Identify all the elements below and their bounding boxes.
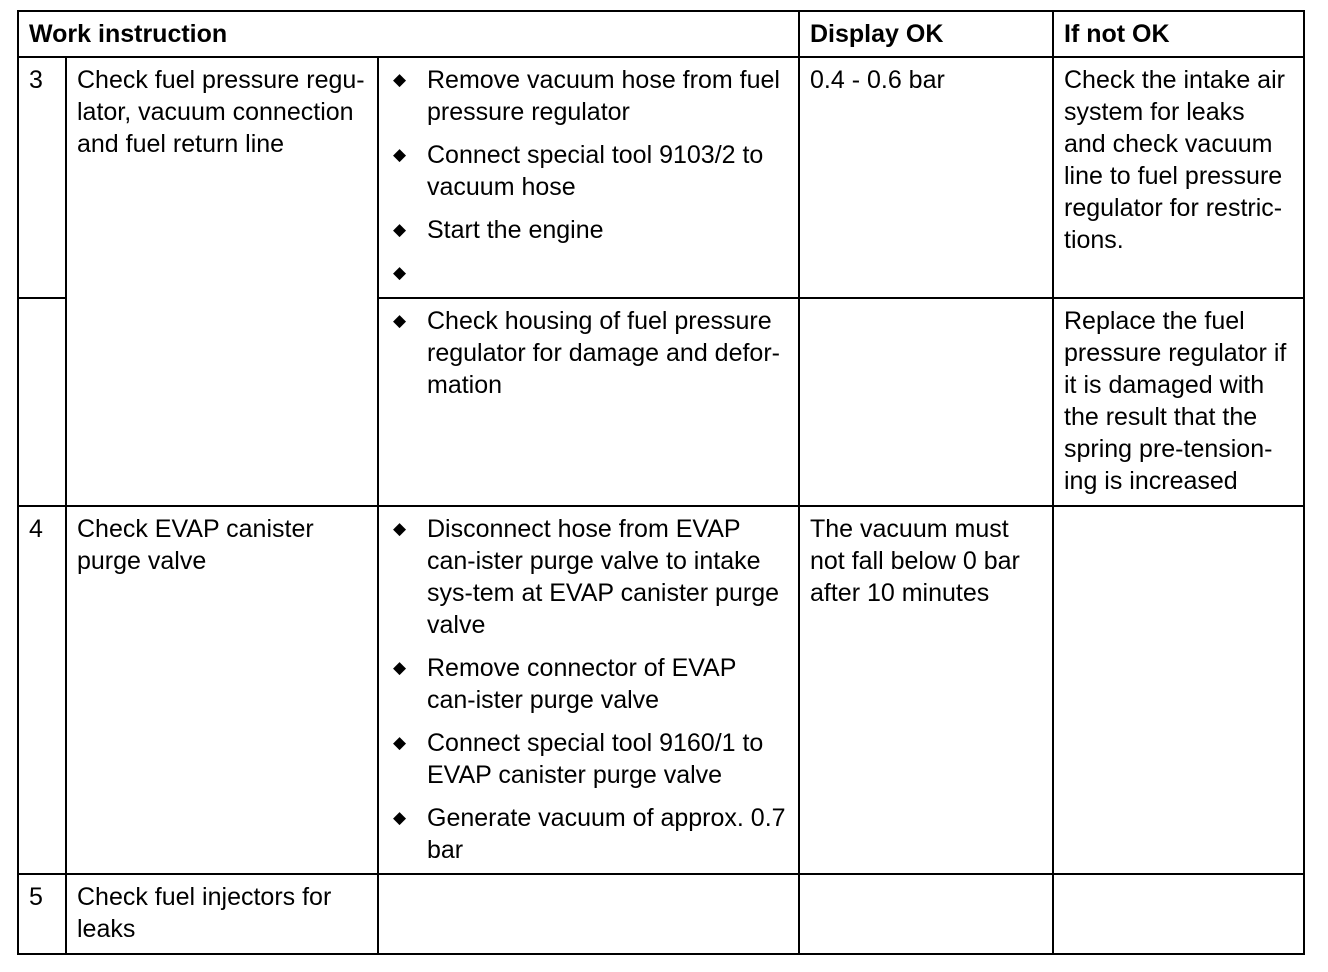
- step-text: Connect special tool 9103/2 to vacuum hose: [427, 141, 764, 201]
- steps-cell-5: [378, 874, 799, 954]
- display-ok-5: [799, 874, 1053, 954]
- list-item: [389, 727, 788, 791]
- display-ok-4: The vacuum must not fall below 0 bar after 10 minutes: [799, 506, 1053, 874]
- if-not-ok-5: [1053, 874, 1304, 954]
- list-item: [389, 513, 788, 641]
- diamond-bullet-icon: ◆: [393, 658, 407, 677]
- list-item: [389, 652, 788, 716]
- diamond-bullet-icon: ◆: [393, 70, 407, 89]
- if-not-ok-3b: Replace the fuel pressure regulator if it is damaged with the result that the spring pre-tension-ing is increased: [1053, 298, 1304, 506]
- step-number-5: 5: [18, 874, 66, 954]
- step-text: Disconnect hose from EVAP can-ister purge valve to intake sys-tem at EVAP canister purge valve: [427, 515, 780, 639]
- diamond-bullet-icon: ◆: [393, 519, 407, 538]
- steps-cell-4: [378, 506, 799, 874]
- task-cell-5: Check fuel injectors for leaks: [66, 874, 378, 954]
- step-text: Generate vacuum of approx. 0.7 bar: [427, 804, 786, 864]
- display-ok-3b: [799, 298, 1053, 506]
- diamond-bullet-icon: ◆: [393, 733, 407, 752]
- header-display-ok: Display OK: [799, 11, 1053, 57]
- header-work-instruction: Work instruction: [18, 11, 799, 57]
- list-item: [389, 214, 788, 246]
- display-ok-3a: 0.4 - 0.6 bar: [799, 57, 1053, 298]
- list-item: [389, 139, 788, 203]
- step-text: Start the engine: [427, 216, 604, 244]
- diamond-bullet-icon: ◆: [393, 311, 407, 330]
- task-cell-4: Check EVAP canister purge valve: [66, 506, 378, 874]
- table-row-3a: [18, 57, 1304, 298]
- step-number-3: 3: [18, 57, 66, 298]
- work-instruction-table: [17, 10, 1305, 955]
- table-row-4: [18, 506, 1304, 874]
- step-text: Check housing of fuel pressure regulator for damage and defor-mation: [427, 307, 780, 399]
- diamond-bullet-icon: ◆: [393, 145, 407, 164]
- if-not-ok-3a: Check the intake air system for leaks and check vacuum line to fuel pressure regulator for restric-tions.: [1053, 57, 1304, 298]
- list-item: [389, 802, 788, 866]
- list-item: [389, 64, 788, 128]
- step-number-empty: [18, 298, 66, 506]
- diamond-bullet-icon: ◆: [393, 220, 407, 239]
- steps-cell-3b: [378, 298, 799, 506]
- header-if-not-ok: If not OK: [1053, 11, 1304, 57]
- step-text: Connect special tool 9160/1 to EVAP canister purge valve: [427, 729, 764, 789]
- task-cell-3: Check fuel pressure regu-lator, vacuum connection and fuel return line: [66, 57, 378, 506]
- step-number-4: 4: [18, 506, 66, 874]
- header-row: [18, 11, 1304, 57]
- table-row-5: [18, 874, 1304, 954]
- diamond-bullet-icon: ◆: [393, 808, 407, 827]
- steps-cell-3a: [378, 57, 799, 298]
- step-text: Remove connector of EVAP can-ister purge valve: [427, 654, 736, 714]
- if-not-ok-4: [1053, 506, 1304, 874]
- list-item: [389, 305, 788, 401]
- list-item: [389, 257, 788, 289]
- diamond-bullet-icon: ◆: [393, 263, 407, 282]
- step-text: Remove vacuum hose from fuel pressure regulator: [427, 66, 780, 126]
